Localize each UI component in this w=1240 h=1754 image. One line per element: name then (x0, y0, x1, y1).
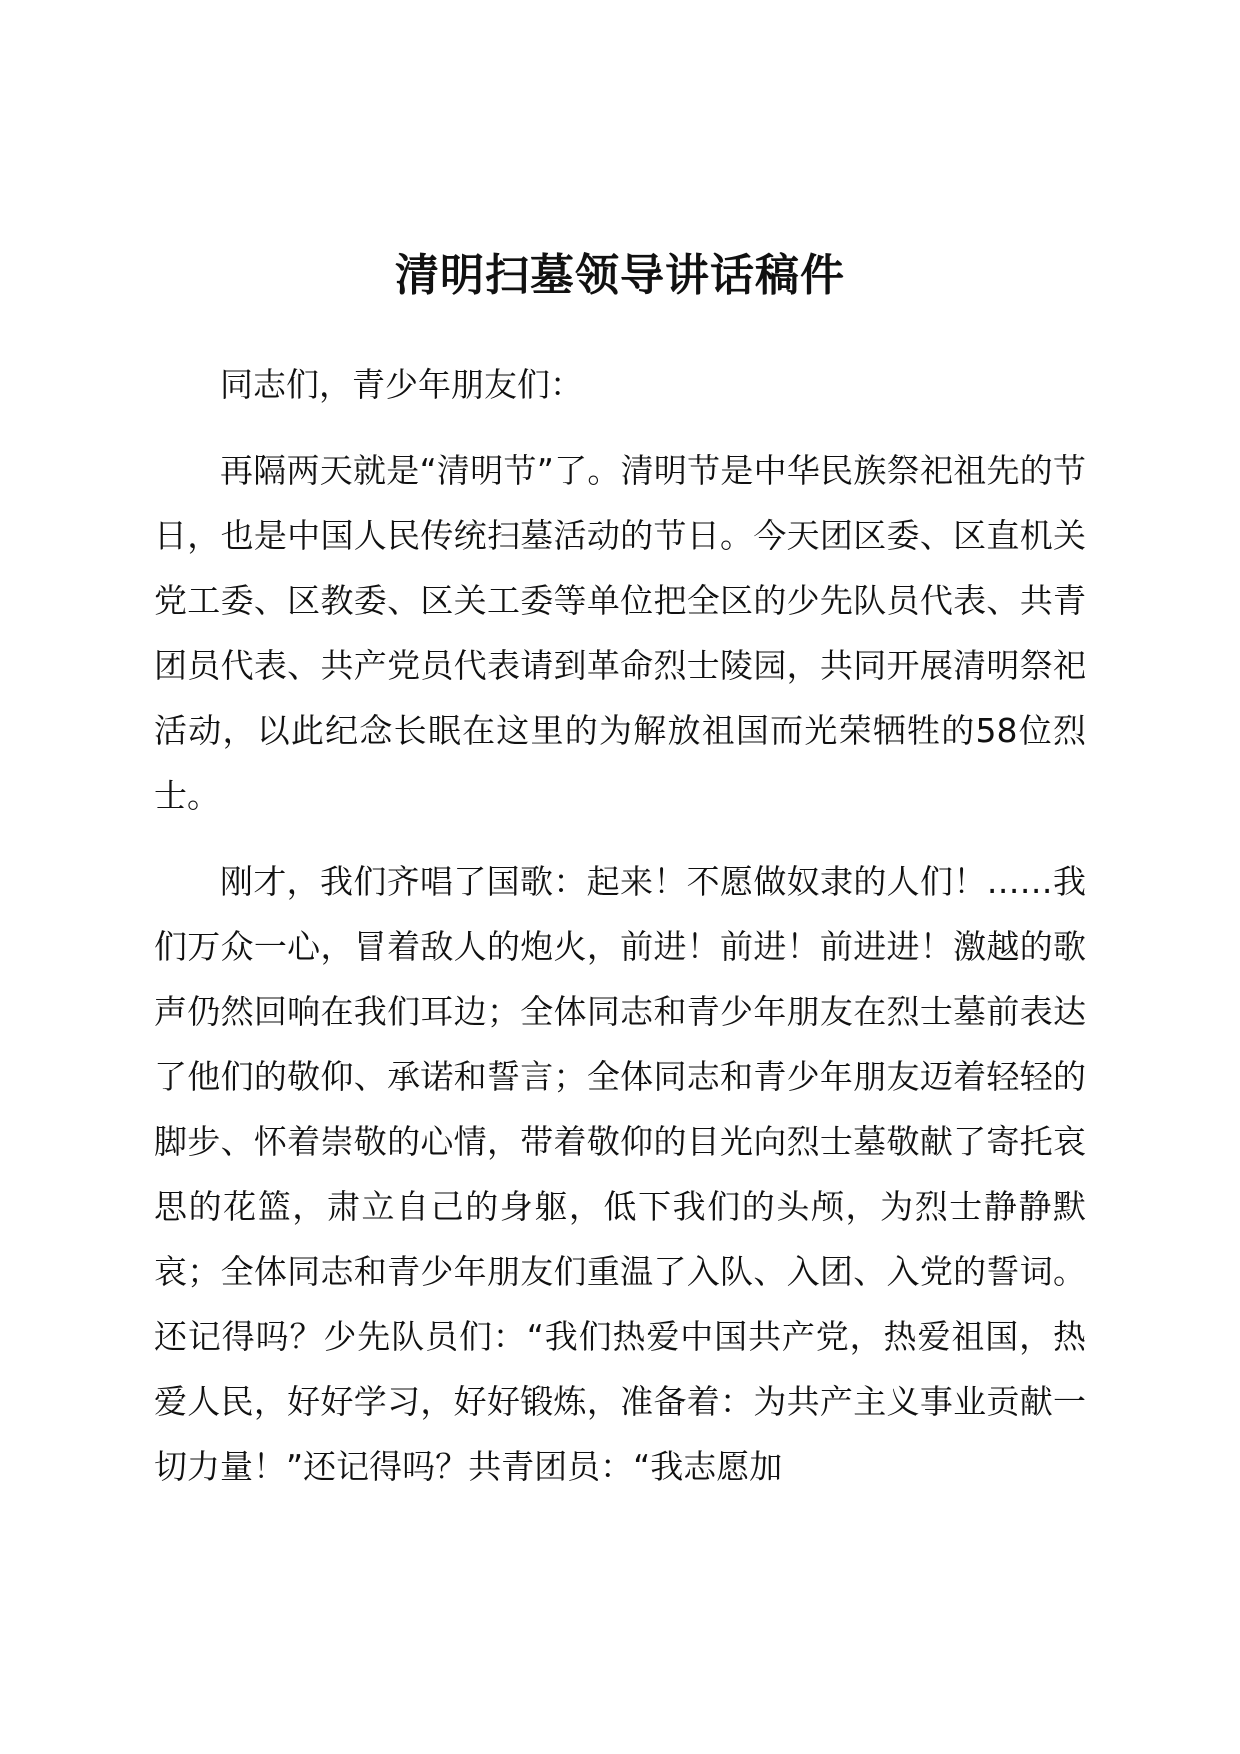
paragraph-1: 再隔两天就是“清明节”了。清明节是中华民族祭祀祖先的节日，也是中国人民传统扫墓活动的节日。今天团区委、区直机关党工委、区教委、区关工委等单位把全区的少先队员代表、共青团员代表、共产党员代表请到革命烈士陵园，共同开展清明祭祀活动，以此纪念长眠在这里的为解放祖国而光荣牺牲的58位烈士。 (154, 451, 1086, 815)
paragraph-2: 刚才，我们齐唱了国歌：起来！不愿做奴隶的人们！……我们万众一心，冒着敌人的炮火，前进！前进！前进进！激越的歌声仍然回响在我们耳边；全体同志和青少年朋友在烈士墓前表达了他们的敬仰、承诺和誓言；全体同志和青少年朋友迈着轻轻的脚步、怀着崇敬的心情，带着敬仰的目光向烈士墓敬献了寄托哀思的花篮，肃立自己的身躯，低下我们的头颅，为烈士静静默哀；全体同志和青少年朋友们重温了入队、入团、入党的誓词。还记得吗？少先队员们：“我们热爱中国共产党，热爱祖国，热爱人民，好好学习，好好锻炼，准备着：为共产主义事业贡献一切力量！”还记得吗？共青团员：“我志愿加 (154, 862, 1086, 1486)
document-body (154, 352, 1086, 1520)
document-title: 清明扫墓领导讲话稿件 (395, 250, 845, 301)
salutation: 同志们，青少年朋友们： (220, 365, 583, 404)
